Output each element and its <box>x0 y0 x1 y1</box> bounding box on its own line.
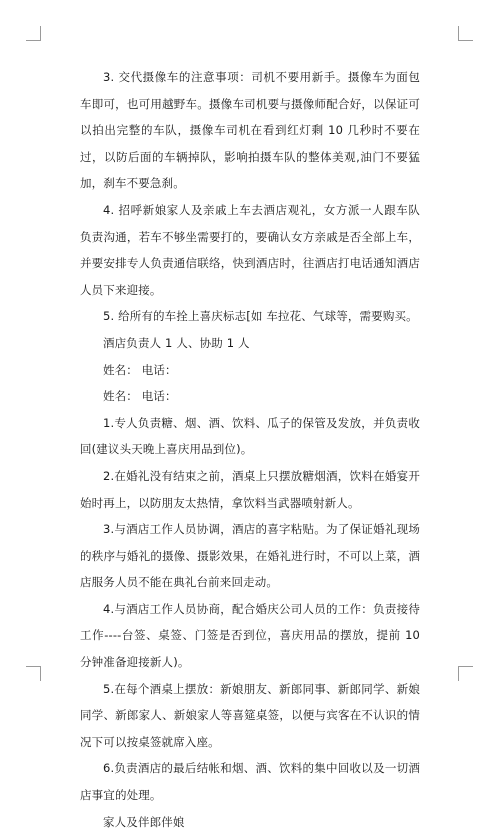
paragraph-item-3: 3.与酒店工作人员协调，酒店的喜字粘贴。为了保证婚礼现场的秩序与婚礼的摄像、摄影效果，在婚礼进行时，不可以上菜，酒店服务人员不能在典礼台前来回走动。 <box>80 522 420 590</box>
paragraph-family-heading: 家人及伴郎伴娘 <box>103 814 185 829</box>
paragraph-camera-car: 3. 交代摄像车的注意事项：司机不要用新手。摄像车为面包车即可，也可用越野车。摄像车司机要与摄像师配合好，以保证可以拍出完整的车队，摄像车司机在看到红灯剩 10 几秒时不要在过，以防后面的车辆掉队，影响拍摄车队的整体美观,油门不要猛加，刹车不要急刹。 <box>80 70 420 191</box>
document-body <box>80 64 424 835</box>
paragraph-contact-2: 姓名： 电话： <box>103 389 177 404</box>
paragraph-bride-family: 4. 招呼新娘家人及亲戚上车去酒店观礼，女方派一人跟车队负责沟通，若车不够坐需要打的，要确认女方亲戚是否全部上车，并要安排专人负责通信联络，快到酒店时，往酒店打电话通知酒店人员下来迎接。 <box>80 202 420 297</box>
crop-mark-bottom-left <box>26 666 41 681</box>
paragraph-item-5: 5.在每个酒桌上摆放：新娘朋友、新郎同事、新郎同学、新娘同学、新郎家人、新娘家人等喜筵桌签，以便与宾客在不认识的情况下可以按桌签就席入座。 <box>80 681 420 749</box>
paragraph-hotel-staff: 酒店负责人 1 人、协助 1 人 <box>103 335 250 350</box>
paragraph-item-2: 2.在婚礼没有结束之前，酒桌上只摆放糖烟酒，饮料在婚宴开始时再上，以防朋友太热情，拿饮料当武器喷射新人。 <box>80 468 420 510</box>
paragraph-item-6: 6.负责酒店的最后结帐和烟、酒、饮料的集中回收以及一切酒店事宜的处理。 <box>80 761 420 803</box>
paragraph-item-1: 1.专人负责糖、烟、酒、饮料、瓜子的保管及发放，并负责收回(建议头天晚上喜庆用品到位)。 <box>80 415 420 457</box>
paragraph-contact-1: 姓名： 电话： <box>103 362 177 377</box>
paragraph-car-decor: 5. 给所有的车拴上喜庆标志[如 车拉花、气球等，需要购买。 <box>103 309 418 324</box>
crop-mark-bottom-right <box>458 666 473 681</box>
paragraph-item-4: 4.与酒店工作人员协商，配合婚庆公司人员的工作：负责接待工作----台签、桌签、门签是否到位，喜庆用品的摆放，提前 10 分钟准备迎接新人)。 <box>80 601 424 670</box>
crop-mark-top-left <box>26 26 41 41</box>
crop-mark-top-right <box>458 26 473 41</box>
